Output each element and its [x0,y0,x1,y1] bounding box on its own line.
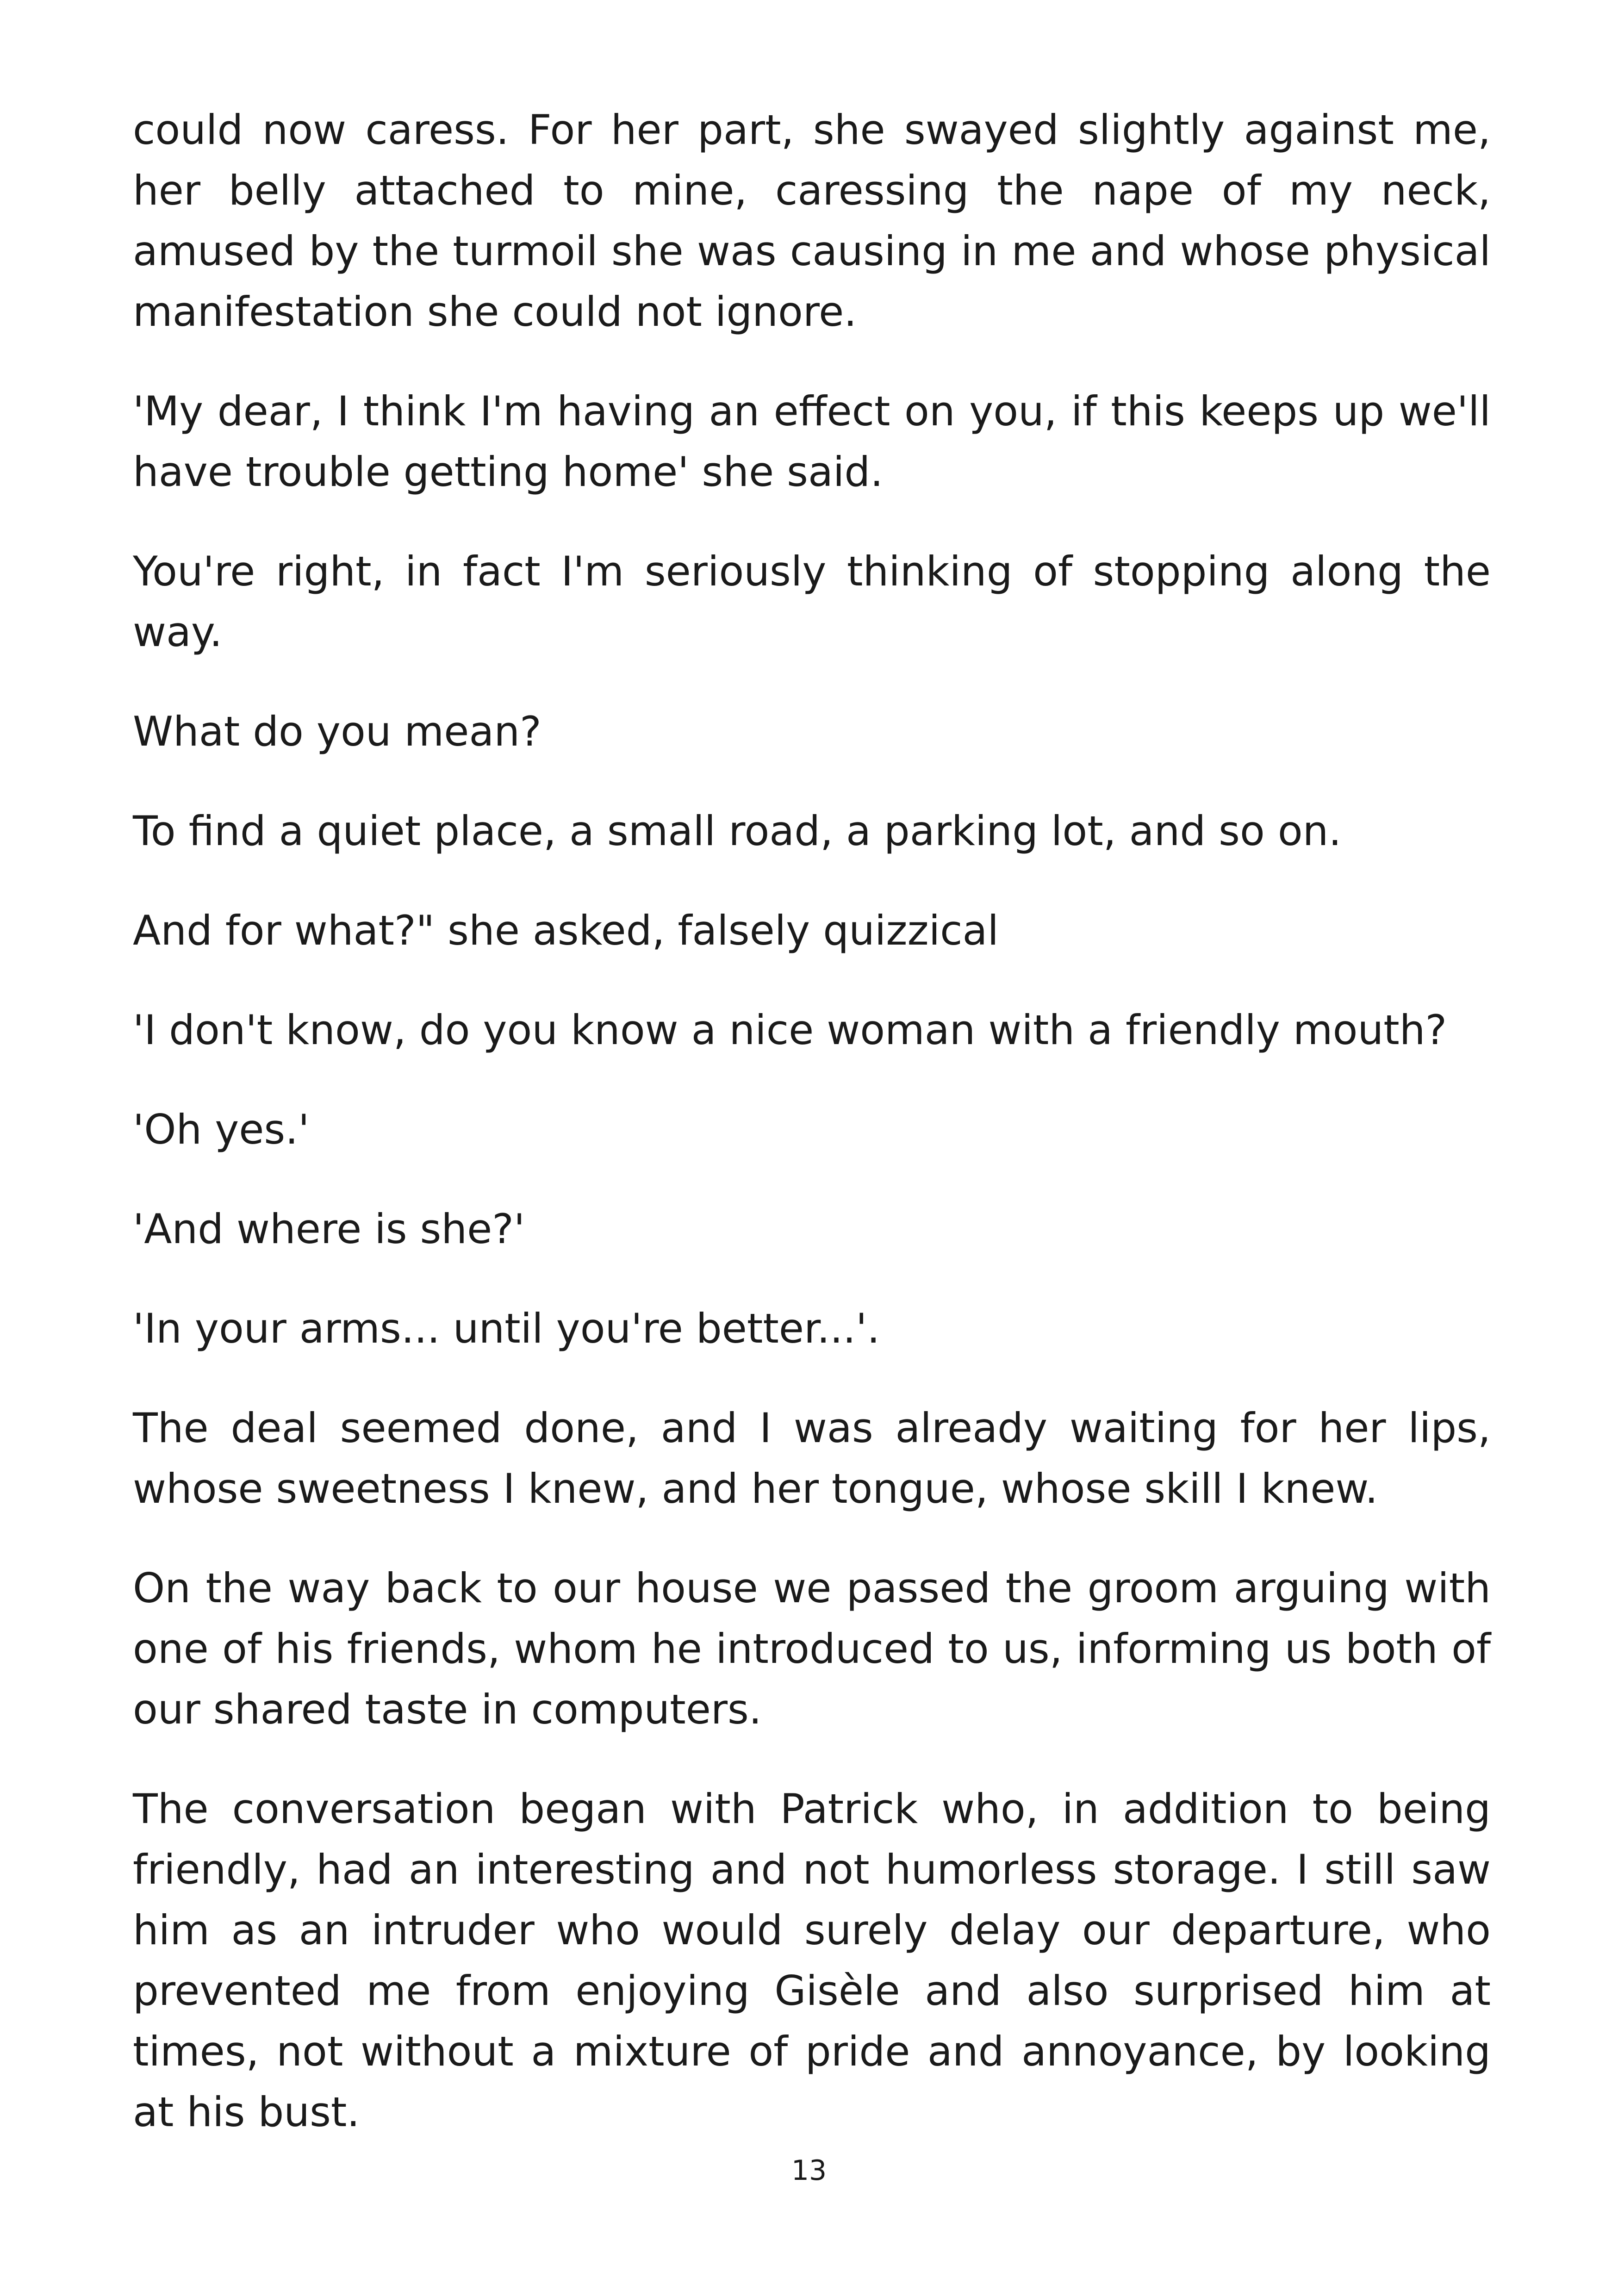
paragraph: The conversation began with Patrick who, in addition to being friendly, had an interesting and not humorless storage. I still saw him as an intruder who would surely delay our departure, who prevented me from enjoying Gisèle and also surprised him at times, not without a mixture of pride and annoyance, by looking at his bust. [133,1785,1491,2136]
page-number: 13 [791,2154,827,2187]
body-text [133,100,1491,2142]
paragraph: What do you mean? [133,708,541,755]
paragraph: On the way back to our house we passed the groom arguing with one of his friends, whom he introduced to us, informing us both of our shared taste in computers. [133,1564,1491,1733]
paragraph: 'Oh yes.' [133,1106,310,1153]
paragraph: 'And where is she?' [133,1205,525,1253]
paragraph: To find a quiet place, a small road, a parking lot, and so on. [133,807,1342,855]
paragraph: 'I don't know, do you know a nice woman with a friendly mouth? [133,1006,1447,1054]
paragraph: 'In your arms... until you're better...'. [133,1305,880,1352]
paragraph: The deal seemed done, and I was already waiting for her lips, whose sweetness I knew, and her tongue, whose skill I knew. [133,1404,1491,1512]
paragraph: 'My dear, I think I'm having an effect on you, if this keeps up we'll have trouble getting home' she said. [133,387,1491,496]
paragraph: You're right, in fact I'm seriously thinking of stopping along the way. [133,548,1491,656]
paragraph: could now caress. For her part, she swayed slightly against me, her belly attached to mine, caressing the nape of my neck, amused by the turmoil she was causing in me and whose physical manifestation she could not ignore. [133,106,1491,336]
paragraph: And for what?" she asked, falsely quizzical [133,907,999,954]
